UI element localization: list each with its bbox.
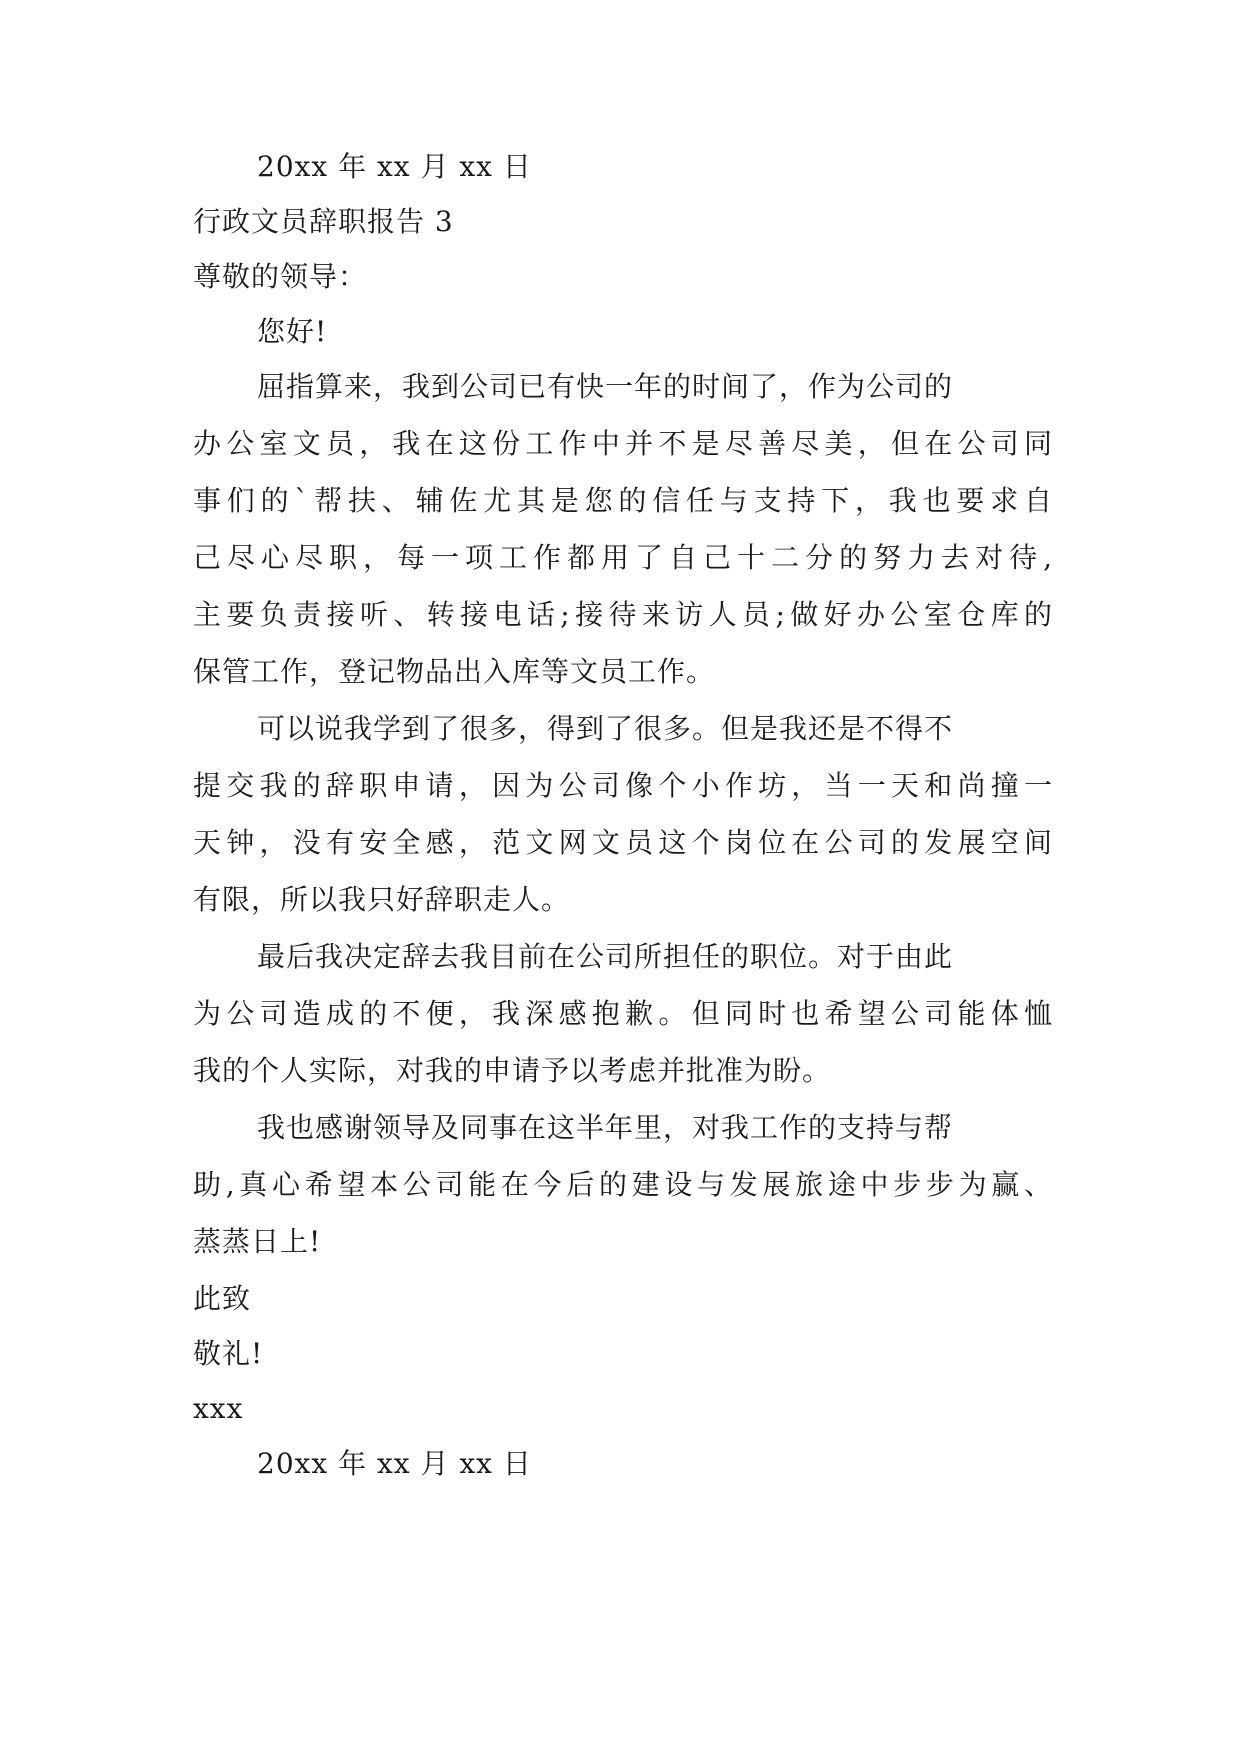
paragraph-1-line: 主要负责接听、转接电话;接待来访人员;做好办公室仓库的 [193,598,1053,631]
paragraph-1-line: 己尽心尽职，每一项工作都用了自己十二分的努力去对待, [193,541,1053,574]
signature: xxx [193,1392,244,1425]
date-bottom: 20xx 年 xx 月 xx 日 [257,1447,532,1480]
document-title: 行政文员辞职报告 3 [193,205,454,238]
closing-line-2: 敬礼! [193,1337,264,1370]
paragraph-4-line: 蒸蒸日上! [193,1225,322,1258]
paragraph-2-line: 天钟，没有安全感，范文网文员这个岗位在公司的发展空间 [193,826,1053,859]
closing-line-1: 此致 [193,1282,252,1315]
paragraph-3-line: 我的个人实际，对我的申请予以考虑并批准为盼。 [193,1054,832,1087]
date-top: 20xx 年 xx 月 xx 日 [257,150,532,183]
paragraph-2-line: 提交我的辞职申请，因为公司像个小作坊，当一天和尚撞一 [193,769,1053,802]
salutation: 尊敬的领导： [193,260,368,293]
paragraph-4-line: 助,真心希望本公司能在今后的建设与发展旅途中步步为赢、 [193,1168,1053,1201]
paragraph-1-line: 办公室文员，我在这份工作中并不是尽善尽美，但在公司同 [193,427,1053,460]
paragraph-3-line: 为公司造成的不便，我深感抱歉。但同时也希望公司能体恤 [193,997,1053,1030]
paragraph-1-line: 事们的`帮扶、辅佐尤其是您的信任与支持下，我也要求自 [193,484,1053,517]
paragraph-1-line: 保管工作，登记物品出入库等文员工作。 [193,655,716,688]
greeting: 您好! [257,315,328,348]
paragraph-2-line: 有限，所以我只好辞职走人。 [193,883,571,916]
paragraph-1-line: 屈指算来，我到公司已有快一年的时间了，作为公司的 [257,370,954,403]
paragraph-4-line: 我也感谢领导及同事在这半年里，对我工作的支持与帮 [257,1111,954,1144]
paragraph-3-line: 最后我决定辞去我目前在公司所担任的职位。对于由此 [257,940,954,973]
paragraph-2-line: 可以说我学到了很多，得到了很多。但是我还是不得不 [257,712,954,745]
